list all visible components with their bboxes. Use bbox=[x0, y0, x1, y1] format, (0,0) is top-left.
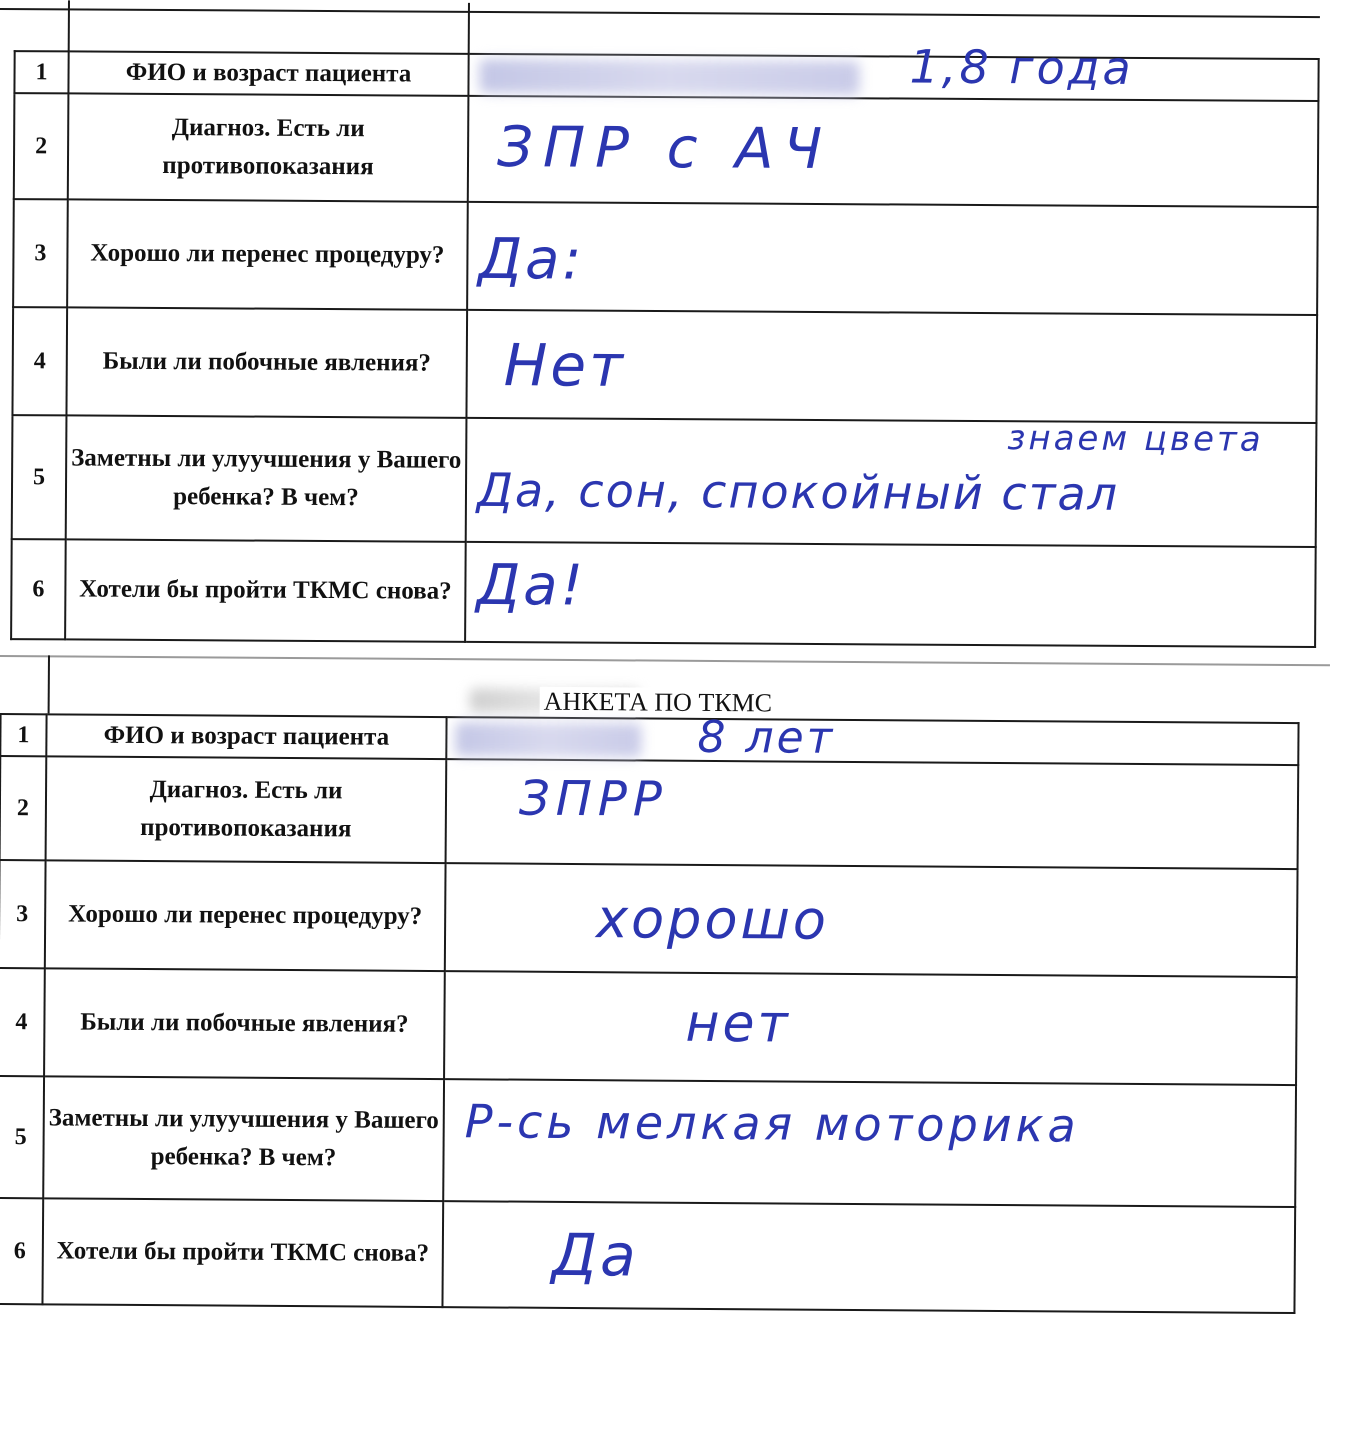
handwritten-answer: Да bbox=[551, 1220, 639, 1290]
question-cell: Хорошо ли перенес процедуру? bbox=[67, 199, 468, 309]
table-row bbox=[12, 415, 1317, 547]
answer-cell bbox=[443, 1079, 1296, 1207]
row-number: 5 bbox=[12, 415, 67, 539]
redacted-name bbox=[479, 59, 859, 95]
question-cell: Хорошо ли перенес процедуру? bbox=[45, 860, 446, 971]
row-number: 6 bbox=[11, 539, 66, 639]
answer-cell bbox=[466, 310, 1317, 423]
table-row bbox=[14, 93, 1319, 207]
handwritten-answer: Нет bbox=[503, 331, 627, 400]
row-number: 3 bbox=[13, 199, 68, 307]
handwritten-answer: нет bbox=[685, 993, 791, 1055]
question-cell: Хотели бы пройти ТКМС снова? bbox=[65, 539, 466, 641]
row-number: 1 bbox=[0, 714, 46, 756]
row-number: 4 bbox=[12, 307, 67, 415]
handwritten-answer: Да! bbox=[476, 552, 587, 619]
handwritten-answer: 8 лет bbox=[697, 711, 836, 764]
question-cell: Диагноз. Есть ли противопоказания bbox=[46, 756, 447, 863]
handwritten-answer: Р-сь мелкая моторика bbox=[464, 1094, 1080, 1153]
form-sheet-2 bbox=[0, 655, 1310, 1364]
answer-cell bbox=[467, 202, 1318, 315]
table-row bbox=[0, 1198, 1295, 1313]
answer-cell bbox=[446, 711, 1298, 765]
redacted-name bbox=[455, 722, 641, 757]
question-cell: Были ли побочные явления? bbox=[44, 968, 445, 1079]
handwritten-answer: 1,8 года bbox=[909, 39, 1134, 95]
answer-cell bbox=[465, 542, 1316, 647]
handwritten-note: знаем цвета bbox=[1007, 418, 1264, 460]
row-number: 6 bbox=[0, 1198, 43, 1304]
row-number: 5 bbox=[0, 1076, 44, 1198]
row-number: 4 bbox=[0, 968, 45, 1076]
answer-cell bbox=[445, 863, 1298, 977]
question-cell: Хотели бы пройти ТКМС снова? bbox=[42, 1198, 443, 1307]
table-row bbox=[0, 968, 1297, 1085]
handwritten-answer: ЗПРР bbox=[518, 770, 668, 828]
question-cell: ФИО и возраст пациента bbox=[68, 51, 468, 95]
table-row bbox=[12, 307, 1317, 423]
answer-cell bbox=[468, 39, 1318, 101]
table-row bbox=[0, 756, 1298, 869]
header-rule bbox=[0, 8, 1320, 18]
header-divider-left bbox=[48, 655, 50, 713]
question-cell: Заметны ли улуучшения у Вашего ребенка? В чем? bbox=[66, 415, 467, 541]
row-number: 1 bbox=[14, 51, 68, 93]
handwritten-answer: Да, сон, спокойный стал bbox=[476, 462, 1120, 521]
question-cell: Диагноз. Есть ли противопоказания bbox=[68, 93, 469, 201]
table-row bbox=[13, 199, 1318, 315]
question-cell: ФИО и возраст пациента bbox=[46, 714, 446, 759]
question-cell: Заметны ли улуучшения у Вашего ребенка? В чем? bbox=[43, 1076, 444, 1201]
table-row bbox=[0, 860, 1298, 977]
answer-cell bbox=[466, 418, 1317, 547]
question-cell: Были ли побочные явления? bbox=[66, 307, 467, 417]
answer-cell bbox=[442, 1201, 1295, 1313]
handwritten-answer: ЗПР с АЧ bbox=[496, 115, 833, 183]
handwritten-answer: Да: bbox=[478, 226, 585, 293]
table-row bbox=[0, 1076, 1296, 1207]
row-number: 2 bbox=[0, 756, 46, 860]
row-number: 2 bbox=[14, 93, 69, 199]
questionnaire-table-2 bbox=[0, 713, 1300, 1314]
questionnaire-table-1 bbox=[10, 39, 1320, 648]
handwritten-answer: хорошо bbox=[595, 887, 830, 952]
table-row bbox=[11, 539, 1316, 647]
form-sheet-1 bbox=[0, 0, 1330, 688]
answer-cell bbox=[444, 971, 1297, 1085]
row-number: 3 bbox=[0, 860, 46, 968]
answer-cell bbox=[446, 759, 1299, 869]
form-title: АНКЕТА ПО ТКМС bbox=[540, 687, 777, 719]
answer-cell bbox=[468, 96, 1319, 207]
